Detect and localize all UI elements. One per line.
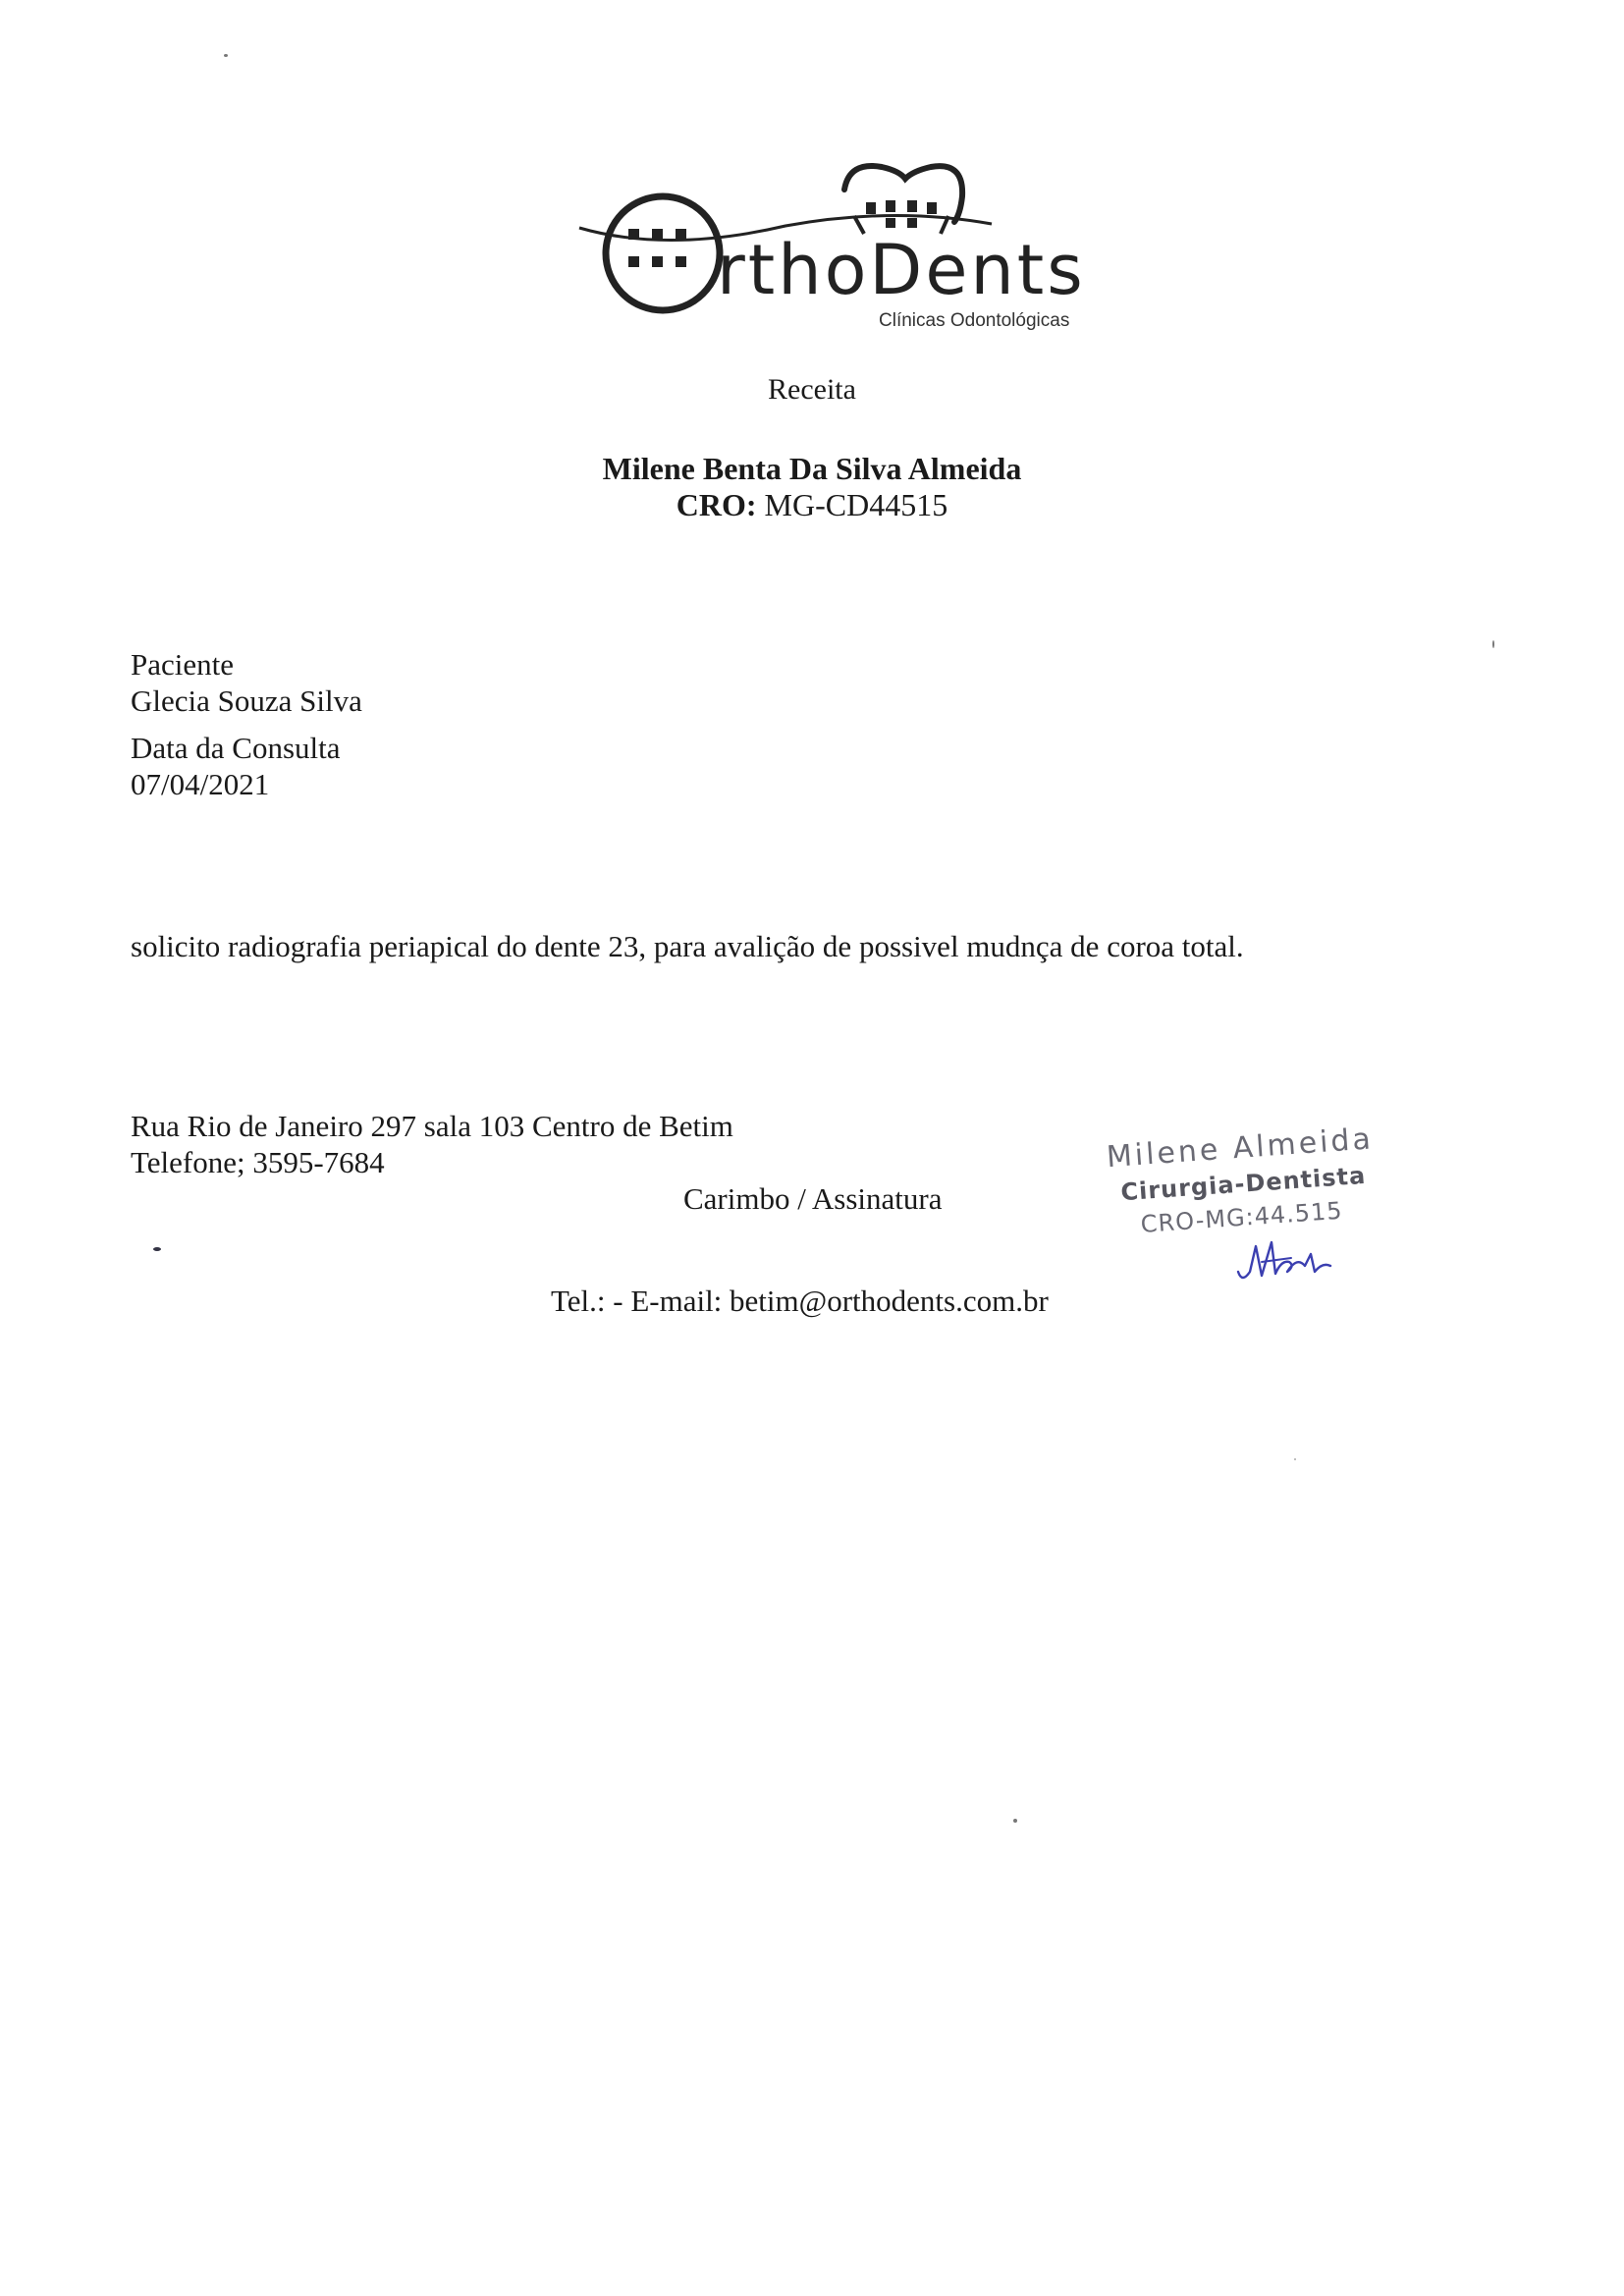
- scan-speck: [224, 54, 228, 57]
- consultation-date: 07/04/2021: [131, 767, 270, 801]
- stamp-cro: CRO-MG:44.515: [1139, 1196, 1344, 1238]
- clinic-address: Rua Rio de Janeiro 297 sala 103 Centro de Betim: [131, 1109, 733, 1143]
- patient-name: Glecia Souza Silva: [131, 683, 362, 718]
- contact-line: Tel.: - E-mail: betim@orthodents.com.br: [551, 1284, 1049, 1318]
- clinic-phone: Telefone; 3595-7684: [131, 1145, 385, 1179]
- patient-label: Paciente: [131, 647, 235, 682]
- scan-speck: [1492, 640, 1494, 648]
- stamp-title: Cirurgia-Dentista: [1119, 1161, 1368, 1207]
- logo-text: rthoDents: [717, 230, 1086, 310]
- scan-speck: [153, 1247, 161, 1251]
- scan-speck: [1294, 1458, 1296, 1460]
- prescription-text: solicito radiografia periapical do dente 23, para avalição de possivel mudnça de coroa total.: [131, 929, 1244, 963]
- cro-label: CRO:: [676, 487, 757, 522]
- doctor-name: Milene Benta Da Silva Almeida: [602, 451, 1022, 486]
- stamp-name: Milene Almeida: [1105, 1121, 1375, 1175]
- document-title: Receita: [768, 373, 856, 406]
- cro-value: MG-CD44515: [764, 487, 948, 522]
- consultation-date-label: Data da Consulta: [131, 731, 341, 765]
- cro-line: [0, 487, 1624, 523]
- scan-speck: [1013, 1819, 1017, 1823]
- logo-subtitle: Clínicas Odontológicas: [879, 310, 1070, 331]
- handwritten-signature: [1232, 1232, 1340, 1291]
- signature-label: Carimbo / Assinatura: [683, 1181, 943, 1216]
